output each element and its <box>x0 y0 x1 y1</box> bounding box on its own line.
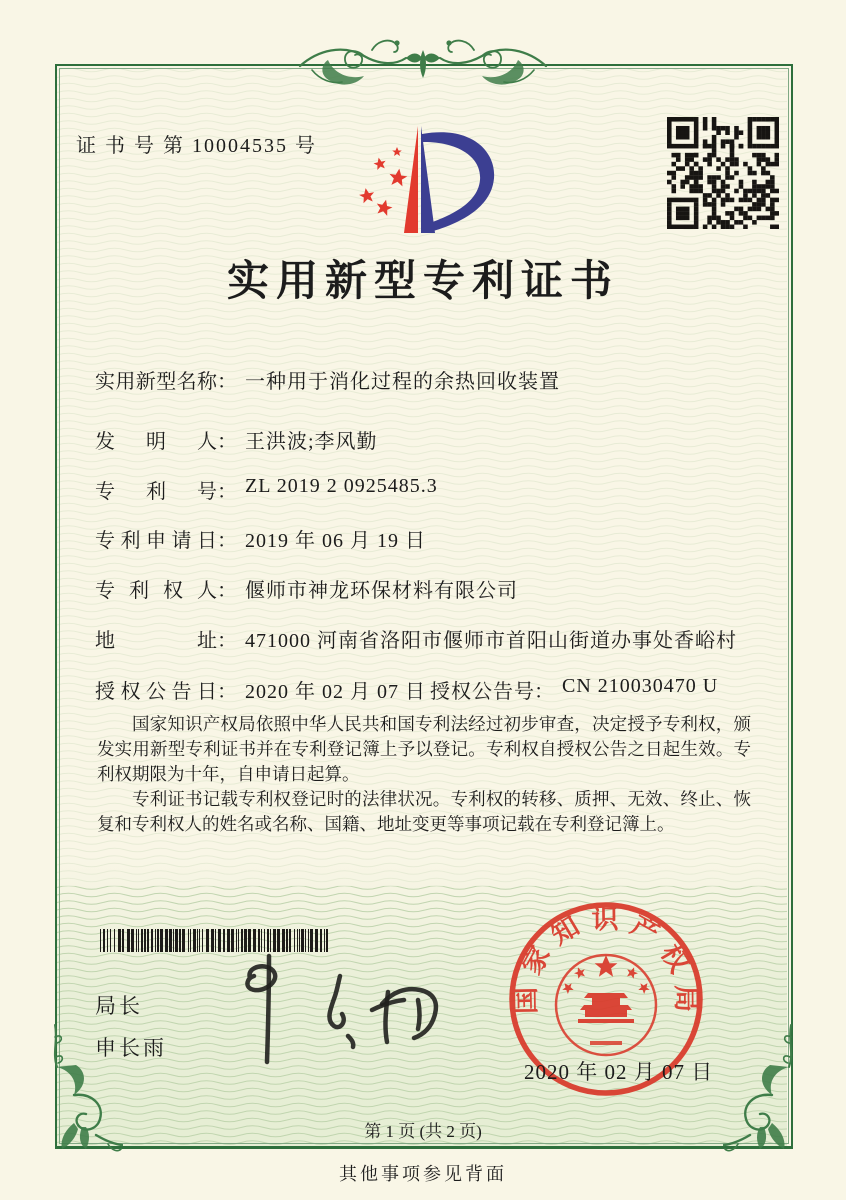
field-label: 实用新型名称 <box>95 371 217 393</box>
footer-note: 其他事项参见背面 <box>339 1164 507 1184</box>
field-value: CN 210030470 U <box>562 675 719 697</box>
certificate-number: 证 书 号 第 10004535 号 <box>76 135 317 157</box>
field-row-address <box>95 624 755 650</box>
cnipa-logo-icon <box>342 112 500 238</box>
seal-text: 国家知识产权局 <box>510 904 702 1015</box>
field-row-patentee <box>95 574 755 600</box>
legal-paragraph-2: 专利证书记载专利权登记时的法律状况。专利权的转移、质押、无效、终止、恢复和专利权人的姓名或名称、国籍、地址变更等事项记载在专利登记簿上。 <box>97 789 751 834</box>
legal-body-text <box>97 712 751 837</box>
field-row-patent-number <box>95 475 755 501</box>
field-colon: ： <box>534 681 554 703</box>
signer-title: 局长 <box>95 994 143 1018</box>
field-colon: ： <box>217 431 237 453</box>
field-label: 专利权人 <box>95 580 217 602</box>
seal-date: 2020 年 02 月 07 日 <box>524 1060 714 1084</box>
top-flourish-ornament-icon <box>298 30 548 98</box>
field-row-grant-date <box>95 675 755 701</box>
signer-name: 申长雨 <box>95 1036 167 1060</box>
page-number: 第 1 页 (共 2 页) <box>364 1122 482 1141</box>
field-colon: ： <box>217 481 237 503</box>
handwritten-signature-icon <box>222 948 457 1073</box>
certificate-title: 实用新型专利证书 <box>226 259 619 305</box>
field-gazette-number <box>430 675 718 704</box>
field-label: 发明人 <box>95 431 217 453</box>
field-row-filing-date <box>95 524 755 550</box>
field-label: 地址 <box>95 630 217 652</box>
field-colon: ： <box>217 530 237 552</box>
legal-paragraph-1: 国家知识产权局依照中华人民共和国专利法经过初步审查，决定授予专利权，颁发实用新型专利证书并在专利登记簿上予以登记。专利权自授权公告之日起生效。专利权期限为十年，自申请日起算。 <box>97 714 751 784</box>
field-value: 471000 河南省洛阳市偃师市首阳山街道办事处香峪村 <box>245 630 737 652</box>
field-value: 偃师市神龙环保材料有限公司 <box>245 580 518 602</box>
field-row-invention-name <box>95 365 755 391</box>
field-colon: ： <box>217 630 237 652</box>
field-colon: ： <box>217 580 237 602</box>
field-value: 2019 年 06 月 19 日 <box>245 530 426 552</box>
qr-code <box>667 117 779 229</box>
field-label: 专利号 <box>95 481 217 503</box>
field-row-inventors <box>95 425 755 451</box>
field-value: 2020 年 02 月 07 日 <box>245 681 426 703</box>
field-colon: ： <box>217 681 237 703</box>
field-label: 授权公告号 <box>430 681 534 703</box>
field-value: 王洪波;李风勤 <box>245 431 378 453</box>
field-label: 授权公告日 <box>95 681 217 703</box>
field-colon: ： <box>217 371 237 393</box>
field-value: 一种用于消化过程的余热回收装置 <box>245 371 560 393</box>
field-value: ZL 2019 2 0925485.3 <box>245 475 438 497</box>
field-label: 专利申请日 <box>95 530 217 552</box>
